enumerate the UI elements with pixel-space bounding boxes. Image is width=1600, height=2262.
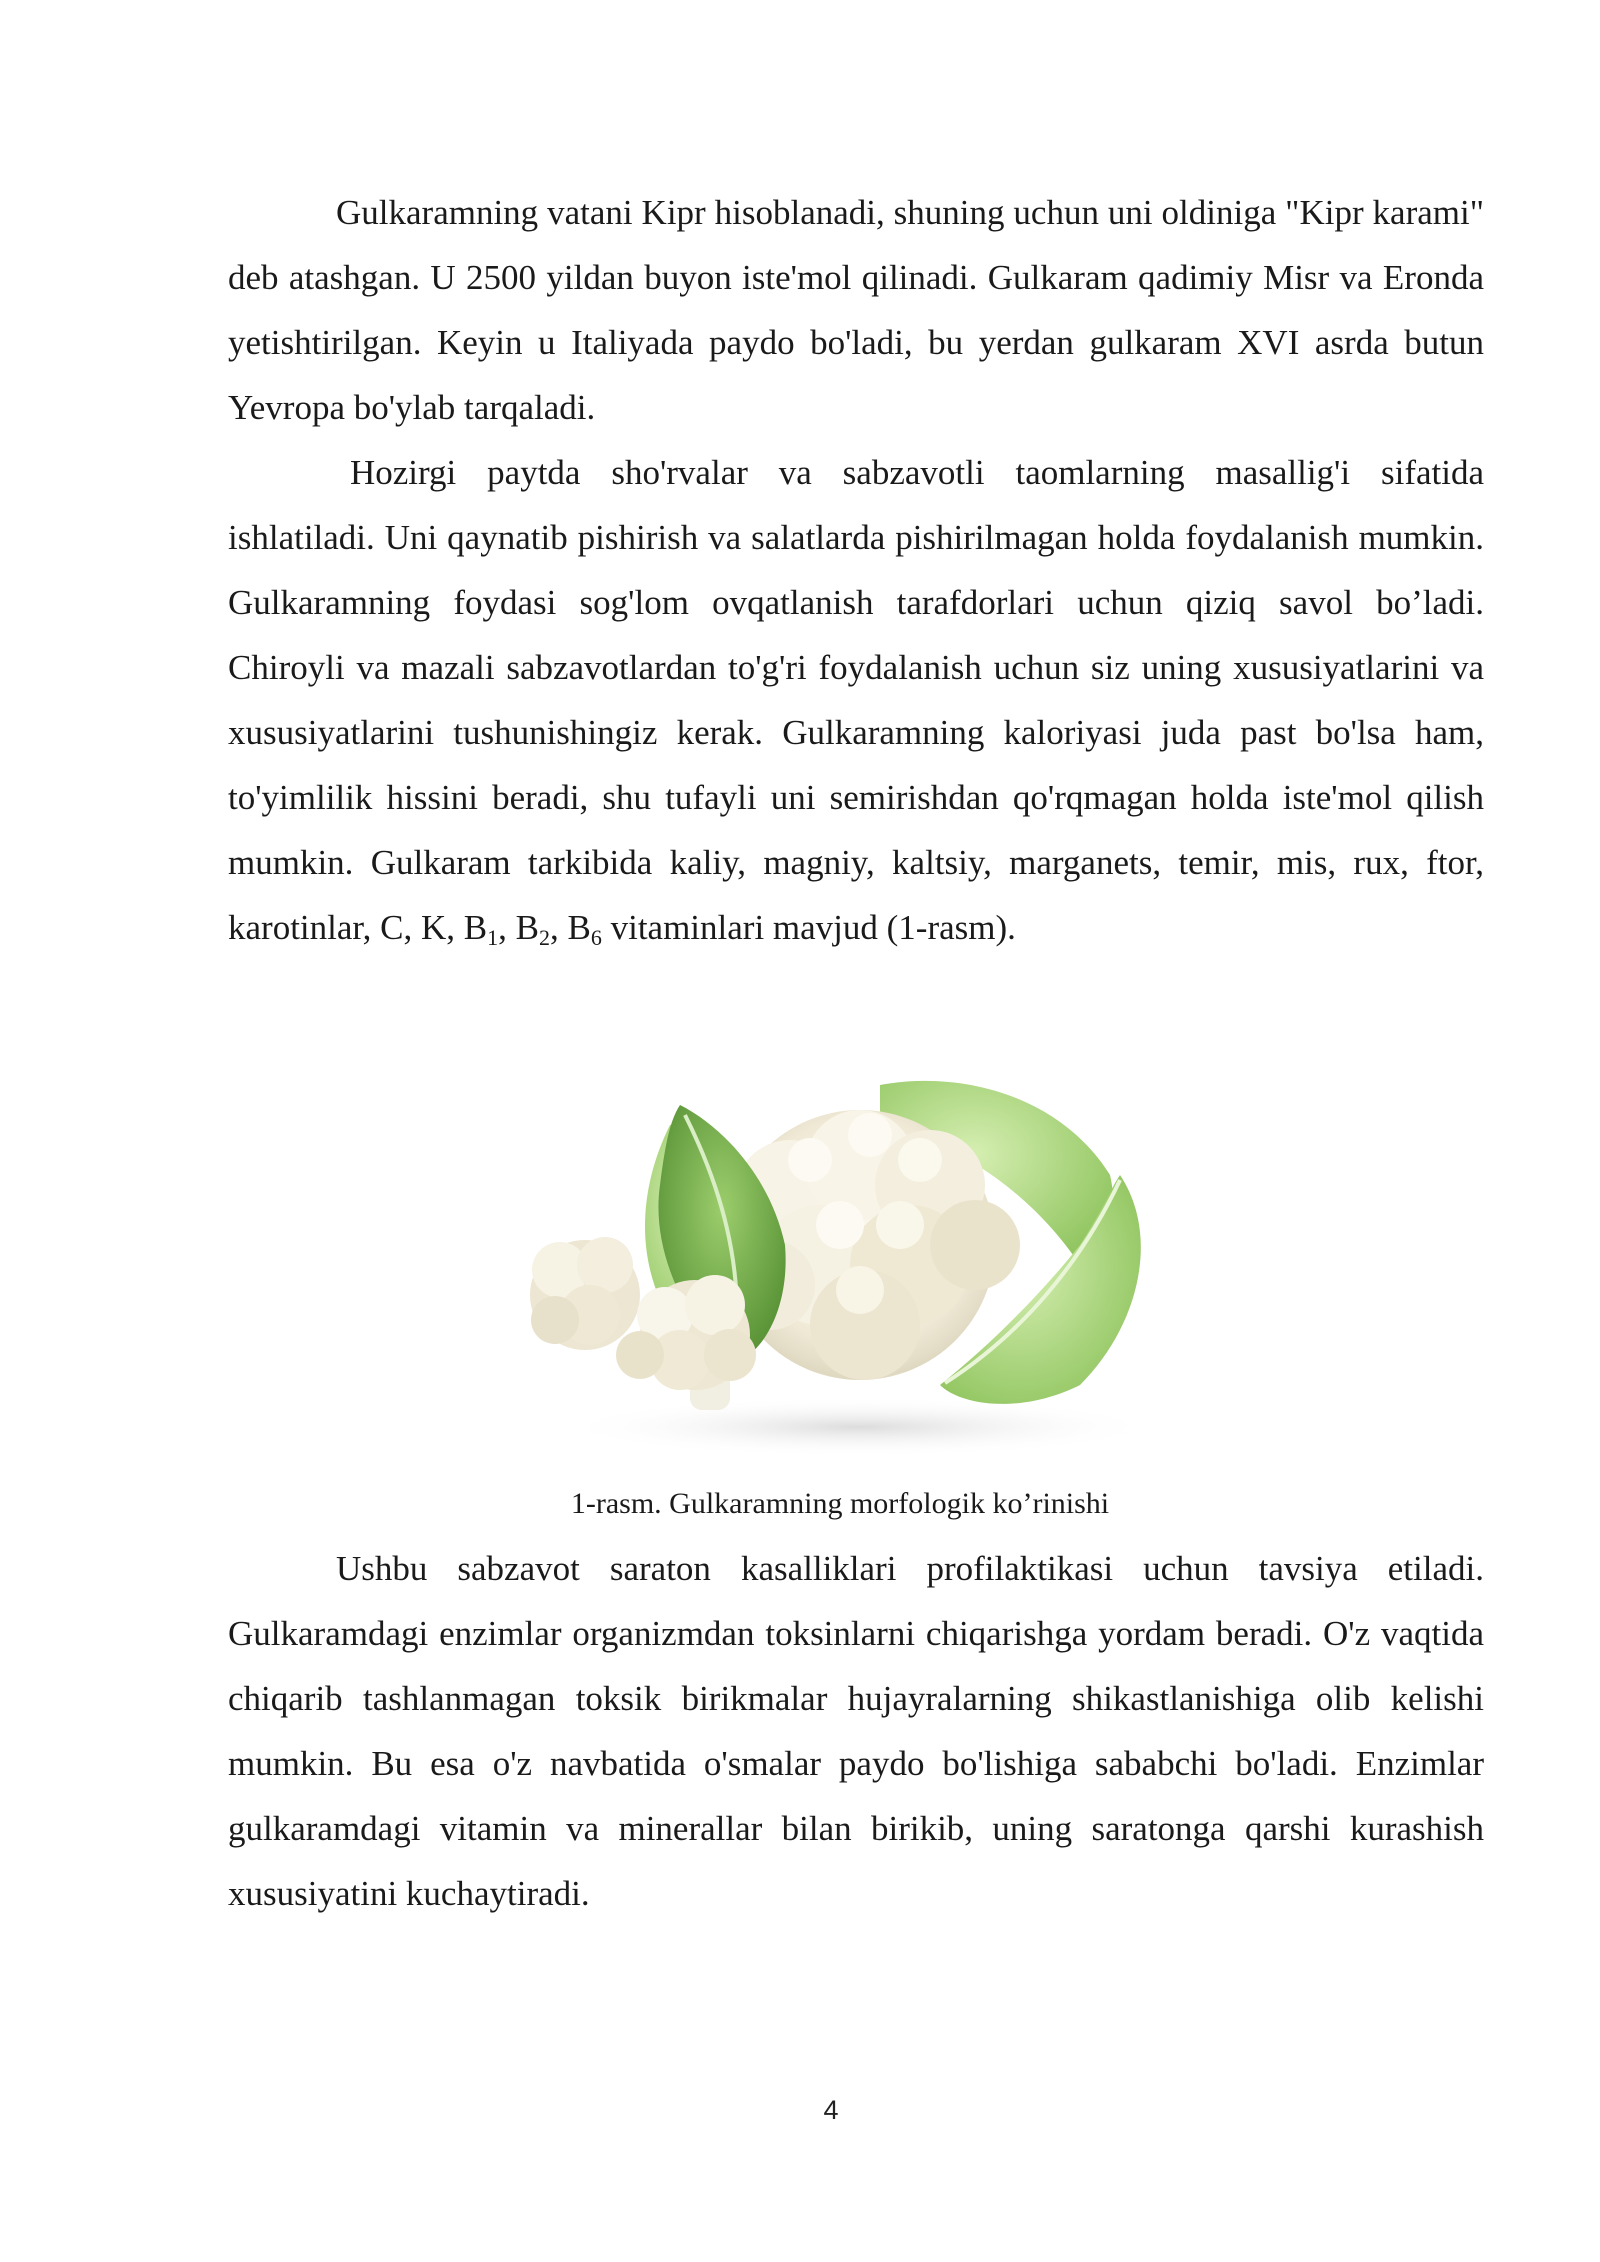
separator-1: , B [498,908,539,947]
paragraph-usage [228,440,1484,960]
separator-2: , B [549,908,591,947]
paragraph-health: Ushbu sabzavot saraton kasalliklari profilaktikasi uchun tavsiya etiladi. Gulkaramdagi enzimlar organizmdan toksinlarni chiqarishga yordam beradi. O'z vaqtida chiqarib tashlanmagan toksik birikmalar hujayralarning shikastlanishiga olib kelishi mumkin. Bu esa o'z navbatida o'smalar paydo bo'lishiga sababchi bo'ladi. Enzimlar gulkaramdagi vitamin va minerallar bilan birikib, uning saratonga qarshi kurashish xususiyatini kuchaytiradi. [228,1549,1484,1913]
subscript-b1: 1 [487,925,499,950]
cauliflower-image [520,1065,1200,1465]
page-number: 4 [823,2095,839,2125]
subscript-b6: 6 [590,925,602,950]
paragraph-origin: Gulkaramning vatani Kipr hisoblanadi, shuning uchun uni oldiniga "Kipr karami" deb atashgan. U 2500 yildan buyon iste'mol qilinadi. Gulkaram qadimiy Misr va Eronda yetishtirilgan. Keyin u Italiyada paydo bo'ladi, bu yerdan gulkaram XVI asrda butun Yevropa bo'ylab tarqaladi. [228,193,1484,427]
figure-caption: 1-rasm. Gulkaramning morfologik ko’rinishi [570,1487,1110,1520]
paragraph-usage-end: vitaminlari mavjud (1-rasm). [601,908,1016,947]
subscript-b2: 2 [538,925,550,950]
paragraph-usage-text: Hozirgi paytda sho'rvalar va sabzavotli taomlarning masallig'i sifatida ishlatiladi. Uni qaynatib pishirish va salatlarda pishirilmagan holda foydalanish mumkin. Gulkaramning foydasi sog'lom ovqatlanish tarafdorlari uchun qiziq savol bo’ladi. Chiroyli va mazali sabzavotlardan to'g'ri foydalanish uchun siz uning xususiyatlarini va xususiyatlarini tushunishingiz kerak. Gulkaramning kaloriyasi juda past bo'lsa ham, to'yimlilik hissini beradi, shu tufayli uni semirishdan qo'rqmagan holda iste'mol qilish mumkin. Gulkaram tarkibida kaliy, magniy, kaltsiy, marganets, temir, mis, rux, ftor, karotinlar, C, K, B [228,453,1484,947]
